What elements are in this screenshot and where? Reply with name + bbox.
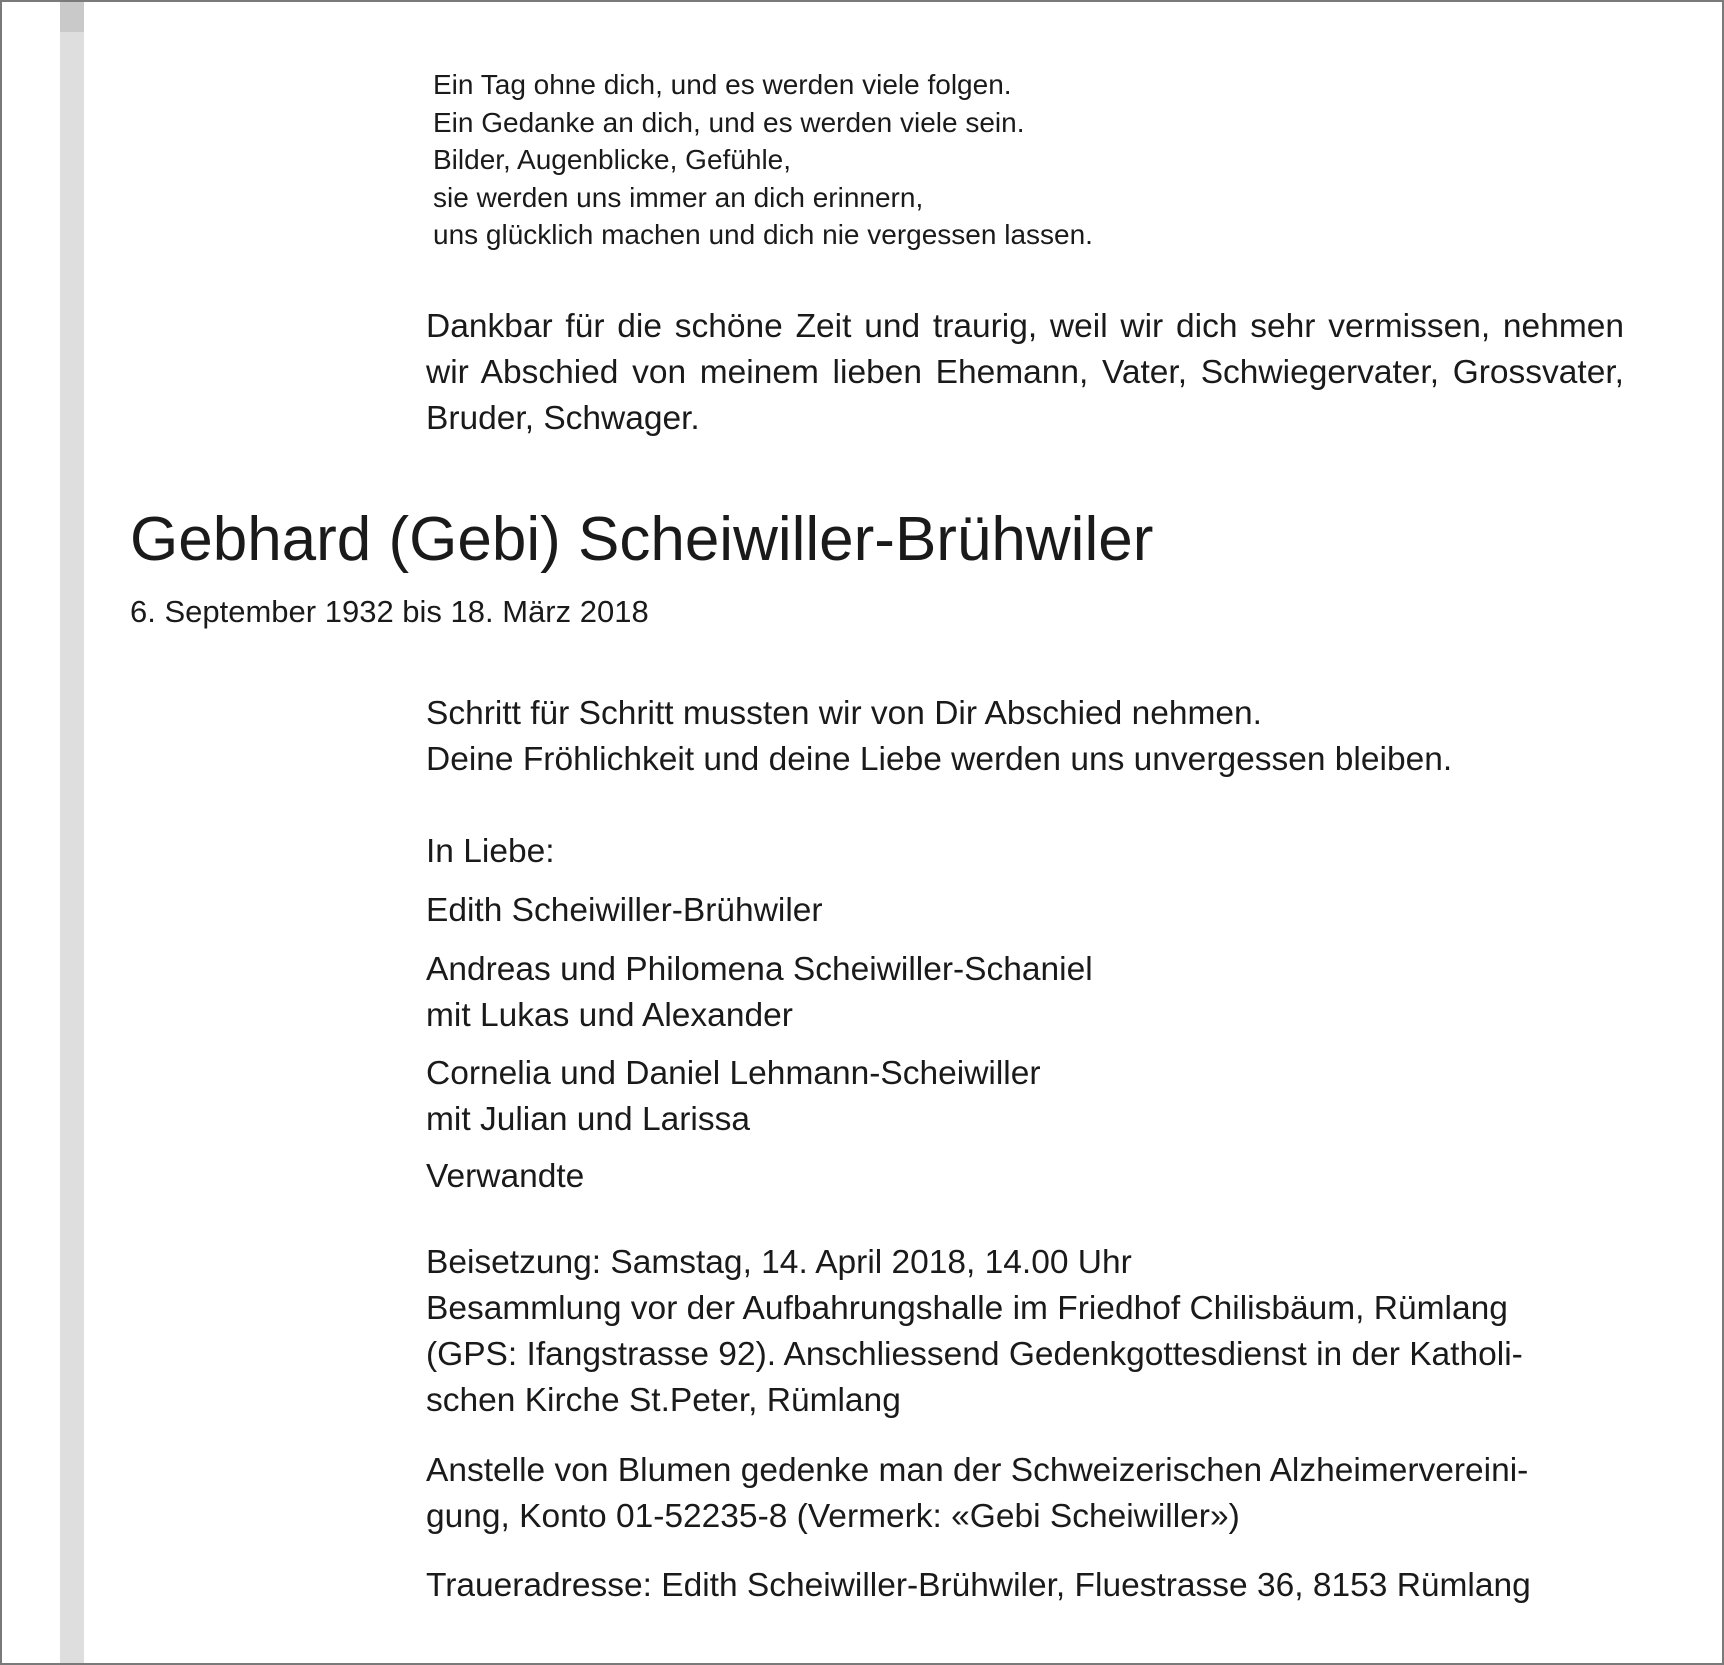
poem-line: Ein Tag ohne dich, und es werden viele folgen. <box>433 69 1012 100</box>
farewell-quote <box>426 691 1452 783</box>
deceased-name: Gebhard (Gebi) Scheiwiller-Brühwiler <box>130 505 1154 574</box>
poem-line: Ein Gedanke an dich, und es werden viele sein. <box>433 106 1025 138</box>
mourner-line: Andreas und Philomena Scheiwiller-Schaniel <box>426 951 1093 988</box>
quote-line: Deine Fröhlichkeit und deine Liebe werden uns unvergessen bleiben. <box>426 741 1453 778</box>
donation-info <box>426 1448 1528 1540</box>
mourner-line: mit Julian und Larissa <box>426 1101 750 1138</box>
burial-line: Besammlung vor der Aufbahrungshalle im Friedhof Chilisbäum, Rümlang <box>426 1290 1508 1327</box>
quote-line: Schritt für Schritt mussten wir von Dir Abschied nehmen. <box>426 695 1262 732</box>
mourners-heading: In Liebe: <box>426 833 555 870</box>
donation-line: gung, Konto 01-52235-8 (Vermerk: «Gebi Scheiwiller») <box>426 1498 1240 1535</box>
poem <box>433 66 1333 254</box>
mourner-line: mit Lukas und Alexander <box>426 997 793 1034</box>
side-margin-strip <box>60 2 84 1663</box>
mourning-address: Traueradresse: Edith Scheiwiller-Brühwiler, Fluestrasse 36, 8153 Rümlang <box>426 1567 1531 1604</box>
mourner-line: Cornelia und Daniel Lehmann-Scheiwiller <box>426 1055 1041 1092</box>
poem-line: uns glücklich machen und dich nie vergessen lassen. <box>433 219 1093 250</box>
burial-line: Beisetzung: Samstag, 14. April 2018, 14.00 Uhr <box>426 1244 1132 1281</box>
mourner-family-1 <box>426 947 1093 1039</box>
donation-line: Anstelle von Blumen gedenke man der Schweizerischen Alzheimervereini- <box>426 1452 1529 1489</box>
poem-line: sie werden uns immer an dich erinnern, <box>433 181 924 213</box>
burial-line: (GPS: Ifangstrasse 92). Anschliessend Gedenkgottesdienst in der Katholi- <box>426 1336 1523 1373</box>
poem-line: Bilder, Augenblicke, Gefühle, <box>433 144 792 175</box>
life-dates: 6. September 1932 bis 18. März 2018 <box>130 594 649 629</box>
intro-paragraph: Dankbar für die schöne Zeit und traurig, weil wir dich sehr vermissen, nehmen wir Abschied von meinem lieben Ehemann, Vater, Schwiegervater, Grossvater, Bruder, Schwager. <box>426 308 1624 437</box>
mourner-family-2 <box>426 1051 1041 1143</box>
mourner-spouse: Edith Scheiwiller-Brühwiler <box>426 892 823 929</box>
side-margin-strip-top <box>60 2 84 32</box>
burial-line: schen Kirche St.Peter, Rümlang <box>426 1382 901 1419</box>
mourner-relatives: Verwandte <box>426 1158 585 1195</box>
burial-info <box>426 1240 1523 1424</box>
